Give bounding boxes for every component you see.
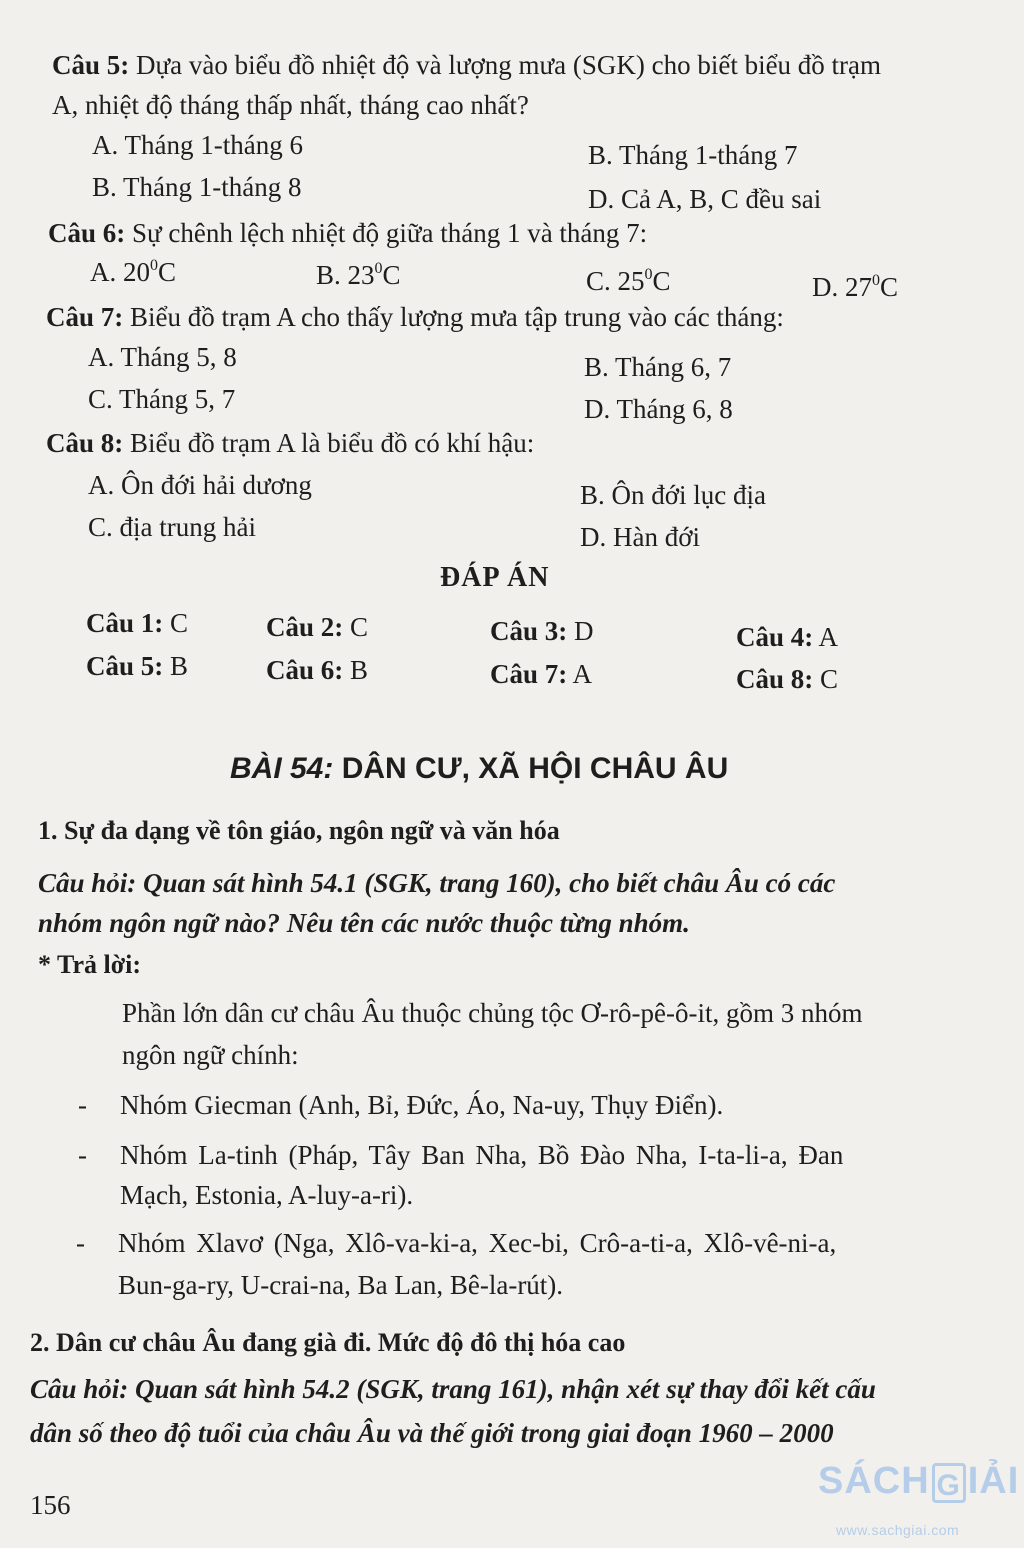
section1-question-line2: nhóm ngôn ngữ nào? Nêu tên các nước thuộc từng nhóm. <box>38 908 690 938</box>
q6-c-value: C. 25 <box>586 266 645 296</box>
q7-label: Câu 7: <box>46 302 124 332</box>
bullet-dash: - <box>78 1090 87 1120</box>
q6-option-c <box>586 266 671 297</box>
q6-c-unit: C <box>652 266 671 296</box>
q5-text-line1: Dựa vào biểu đồ nhiệt độ và lượng mưa (SGK) cho biết biểu đồ trạm <box>129 50 882 80</box>
section1-paragraph-line1: Phần lớn dân cư châu Âu thuộc chủng tộc Ơ-rô-pê-ô-it, gồm 3 nhóm <box>122 998 863 1028</box>
q8-text: Biểu đồ trạm A là biểu đồ có khí hậu: <box>123 428 535 458</box>
degree-mark: 0 <box>150 257 158 274</box>
degree-mark: 0 <box>644 266 653 283</box>
degree-mark: 0 <box>374 260 383 277</box>
q5-text-line2: A, nhiệt độ tháng thấp nhất, tháng cao nhất? <box>52 90 529 120</box>
q7-line <box>46 302 784 333</box>
bullet-dash: - <box>78 1140 87 1170</box>
answer-item <box>266 655 368 686</box>
q6-d-unit: C <box>880 272 899 302</box>
q6-line <box>48 218 647 249</box>
language-group-latin-line1: Nhóm La-tinh (Pháp, Tây Ban Nha, Bồ Đào Nha, I-ta-li-a, Đan <box>120 1140 844 1170</box>
answer-value: A <box>567 659 593 689</box>
section2-question-line2: dân số theo độ tuổi của châu Âu và thế giới trong giai đoạn 1960 – 2000 <box>30 1418 834 1448</box>
answer-value: C <box>813 664 839 694</box>
q5-label: Câu 5: <box>52 50 130 80</box>
q6-text: Sự chênh lệch nhiệt độ giữa tháng 1 và tháng 7: <box>125 218 648 248</box>
answer-label: Câu 3: <box>490 616 568 646</box>
watermark-url: www.sachgiai.com <box>836 1522 960 1538</box>
answer-item <box>86 651 188 682</box>
answer-item <box>490 659 592 690</box>
answer-value: D <box>567 616 594 646</box>
q6-option-d <box>812 272 898 303</box>
q7-option-a: A. Tháng 5, 8 <box>88 342 237 372</box>
q5-option-c: B. Tháng 1-tháng 8 <box>92 172 302 202</box>
q7-option-b: B. Tháng 6, 7 <box>584 352 732 382</box>
answer-label: Câu 8: <box>736 664 814 694</box>
answer-item <box>736 664 838 695</box>
q6-label: Câu 6: <box>48 218 126 248</box>
answer-value: C <box>163 608 189 638</box>
watermark-logo <box>818 1460 1019 1503</box>
section1-question-line1: Câu hỏi: Quan sát hình 54.1 (SGK, trang 160), cho biết châu Âu có các <box>38 868 836 898</box>
q7-option-c: C. Tháng 5, 7 <box>88 384 236 414</box>
q8-option-d: D. Hàn đới <box>580 522 701 552</box>
q6-a-unit: C <box>158 257 177 287</box>
language-group-latin-line2: Mạch, Estonia, A-luy-a-ri). <box>120 1180 414 1210</box>
q8-label: Câu 8: <box>46 428 124 458</box>
q6-b-value: B. 23 <box>316 260 375 290</box>
lesson-title <box>230 752 728 786</box>
q5-option-b: B. Tháng 1-tháng 7 <box>588 140 798 170</box>
language-group-germanic: Nhóm Giecman (Anh, Bỉ, Đức, Áo, Na-uy, Thụy Điển). <box>120 1090 724 1120</box>
q5-option-a: A. Tháng 1-tháng 6 <box>92 130 303 160</box>
answer-label: Câu 7: <box>490 659 568 689</box>
q6-a-value: A. 20 <box>90 257 150 287</box>
section1-paragraph-line2: ngôn ngữ chính: <box>122 1040 299 1070</box>
section1-heading: 1. Sự đa dạng về tôn giáo, ngôn ngữ và văn hóa <box>38 816 560 845</box>
answer-item <box>266 612 368 643</box>
q6-d-value: D. 27 <box>812 272 872 302</box>
q8-option-b: B. Ôn đới lục địa <box>580 480 767 510</box>
q8-option-c: C. địa trung hải <box>88 512 256 542</box>
watermark-text: SÁCH G IẢI <box>818 1460 1020 1502</box>
answer-value: A <box>813 622 839 652</box>
answer-label: Câu 2: <box>266 612 344 642</box>
answer-label: * Trả lời: <box>38 950 141 979</box>
bullet-dash: - <box>76 1228 85 1258</box>
answer-value: C <box>343 612 369 642</box>
q6-option-a <box>90 257 176 288</box>
section2-heading: 2. Dân cư châu Âu đang già đi. Mức độ đô thị hóa cao <box>30 1328 626 1357</box>
q5-line1 <box>52 50 881 81</box>
lesson-name: DÂN CƯ, XÃ HỘI CHÂU ÂU <box>333 752 729 785</box>
q8-line <box>46 428 534 459</box>
answer-value: B <box>343 655 369 685</box>
answer-label: Câu 1: <box>86 608 164 638</box>
section2-question-line1: Câu hỏi: Quan sát hình 54.2 (SGK, trang 161), nhận xét sự thay đổi kết cấu <box>30 1374 876 1404</box>
degree-mark: 0 <box>872 272 880 289</box>
q6-option-b <box>316 260 401 291</box>
answer-item <box>736 622 838 653</box>
language-group-slavic-line2: Bun-ga-ry, U-crai-na, Ba Lan, Bê-la-rút). <box>118 1270 564 1300</box>
lesson-number: BÀI 54: <box>230 752 334 785</box>
language-group-slavic-line1: Nhóm Xlavơ (Nga, Xlô-va-ki-a, Xec-bi, Crô-a-ti-a, Xlô-vê-ni-a, <box>118 1228 837 1258</box>
answer-label: Câu 4: <box>736 622 814 652</box>
q5-option-d: D. Cả A, B, C đều sai <box>588 184 822 214</box>
page-number: 156 <box>30 1490 71 1520</box>
q7-text: Biểu đồ trạm A cho thấy lượng mưa tập trung vào các tháng: <box>123 302 784 332</box>
answer-item <box>86 608 188 639</box>
q6-b-unit: C <box>382 260 401 290</box>
q8-option-a: A. Ôn đới hải dương <box>88 470 312 500</box>
answer-label: Câu 6: <box>266 655 344 685</box>
answer-label: Câu 5: <box>86 651 164 681</box>
q7-option-d: D. Tháng 6, 8 <box>584 394 733 424</box>
answer-key-title: ĐÁP ÁN <box>440 562 550 593</box>
answer-value: B <box>163 651 189 681</box>
answer-item <box>490 616 594 647</box>
watermark-box-icon: G <box>932 1463 966 1503</box>
